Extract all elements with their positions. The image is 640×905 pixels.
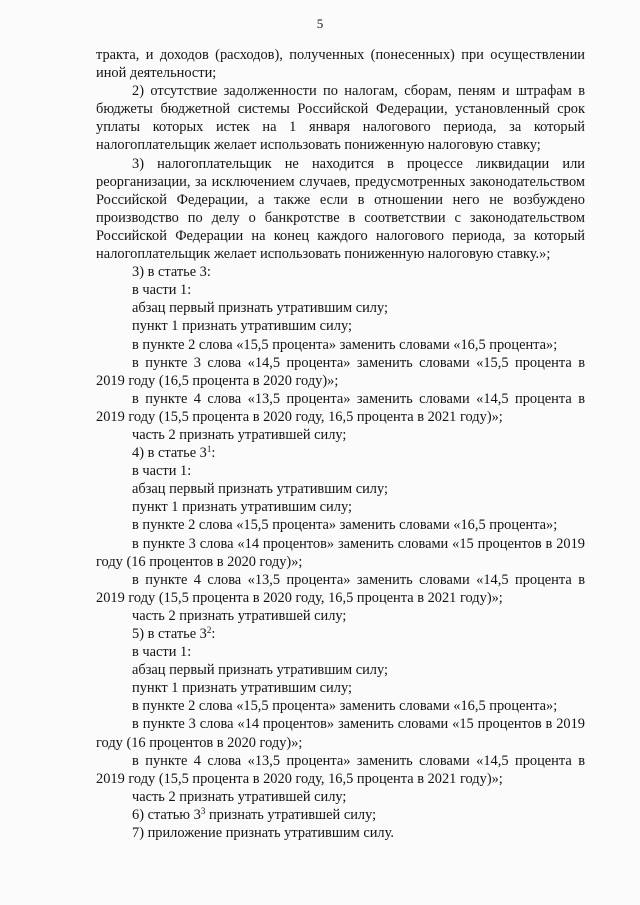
paragraph [96, 535, 585, 571]
paragraph [96, 336, 585, 354]
paragraph-text: в пункте 3 слова «14 процентов» заменить словами «15 процентов в 2019 году (16 процентов в 2020 году)»; [96, 716, 585, 751]
paragraph-text: пункт 1 признать утратившим силу; [132, 318, 352, 335]
paragraph-text: абзац первый признать утратившим силу; [132, 300, 388, 317]
paragraph [96, 299, 585, 317]
paragraph-text: абзац первый признать утратившим силу; [132, 481, 388, 498]
paragraph-text: в пункте 3 слова «14,5 процента» заменить словами «15,5 процента в 2019 году (16,5 процента в 2020 году)»; [96, 354, 585, 389]
paragraph-text: абзац первый признать утратившим силу; [132, 662, 388, 679]
paragraph-text: часть 2 признать утратившей силу; [132, 426, 347, 443]
paragraph-text: 6) статью 3 [132, 806, 201, 823]
superscript-index: 3 [200, 805, 206, 816]
paragraph [96, 516, 585, 534]
paragraph-text: пункт 1 признать утратившим силу; [132, 499, 352, 516]
paragraph-text: 5) в статье 3 [132, 626, 207, 642]
paragraph [96, 281, 585, 299]
paragraph-text: в пункте 4 слова «13,5 процента» заменить словами «14,5 процента в 2019 году (15,5 процента в 2020 году, 16,5 процента в 2021 году)»; [96, 752, 585, 787]
paragraph [96, 697, 585, 715]
paragraph-text: 2) отсутствие задолженности по налогам, сборам, пеням и штрафам в бюджеты бюджетной системы Российской Федерации, установленный срок уплаты которых истек на 1 января налогового периода, за который налогоплательщик желает использовать пониженную налоговую ставку; [96, 83, 585, 154]
paragraph [96, 480, 585, 498]
paragraph-text-tail: : [211, 445, 216, 462]
paragraph-text: в пункте 2 слова «15,5 процента» заменить словами «16,5 процента»; [132, 698, 558, 715]
paragraph [96, 390, 585, 426]
paragraph [96, 155, 585, 264]
paragraph-text: 3) в статье 3: [132, 264, 211, 281]
paragraph [96, 788, 585, 806]
superscript-index: 2 [206, 625, 212, 635]
paragraph [96, 426, 585, 444]
paragraph [96, 354, 585, 390]
paragraph [96, 498, 585, 516]
paragraph [96, 824, 585, 842]
paragraph-text-tail: признать утратившей силу; [205, 806, 377, 823]
paragraph [96, 679, 585, 697]
paragraph-text: пункт 1 признать утратившим силу; [132, 680, 352, 697]
paragraph [96, 46, 585, 82]
paragraph-text-tail: : [211, 626, 216, 642]
paragraph-text: 7) приложение признать утратившим силу. [132, 825, 394, 842]
paragraph [96, 806, 585, 824]
paragraph-text: тракта, и доходов (расходов), полученных (понесенных) при осуществлении иной деятельности; [96, 47, 585, 82]
paragraph [96, 263, 585, 281]
paragraph [96, 752, 585, 788]
paragraph-text: в пункте 2 слова «15,5 процента» заменить словами «16,5 процента»; [132, 517, 558, 534]
paragraph-text: в части 1: [132, 282, 192, 299]
paragraph-text: в части 1: [132, 644, 192, 661]
paragraph-text: в пункте 4 слова «13,5 процента» заменить словами «14,5 процента в 2019 году (15,5 процента в 2020 году, 16,5 процента в 2021 году)»; [96, 571, 585, 606]
page-number: 5 [316, 16, 324, 31]
paragraph-text: 4) в статье 3 [132, 445, 207, 462]
paragraph [96, 317, 585, 335]
paragraph-text: в части 1: [132, 463, 192, 480]
paragraph [96, 82, 585, 154]
superscript-index: 1 [206, 444, 212, 455]
paragraph [96, 462, 585, 480]
paragraph-text: 3) налогоплательщик не находится в процессе ликвидации или реорганизации, за исключением случаев, предусмотренных законодательством Российской Федерации, а также если в отношении него не возбуждено производство по делу о банкротстве в соответствии с законодательством Российской Федерации на конец каждого налогового периода, за который налогоплательщик желает использовать пониженную налоговую ставку.»; [96, 155, 585, 263]
document-body [96, 46, 585, 842]
paragraph [96, 444, 585, 462]
paragraph-text: часть 2 признать утратившей силу; [132, 607, 347, 624]
paragraph-text: в пункте 3 слова «14 процентов» заменить словами «15 процентов в 2019 году (16 процентов в 2020 году)»; [96, 535, 585, 570]
paragraph [96, 715, 585, 751]
paragraph-text: часть 2 признать утратившей силу; [132, 788, 347, 805]
paragraph [96, 571, 585, 607]
paragraph [96, 643, 585, 661]
paragraph [96, 607, 585, 625]
paragraph [96, 661, 585, 679]
paragraph-text: в пункте 4 слова «13,5 процента» заменить словами «14,5 процента в 2019 году (15,5 процента в 2020 году, 16,5 процента в 2021 году)»; [96, 390, 585, 425]
paragraph-text: в пункте 2 слова «15,5 процента» заменить словами «16,5 процента»; [132, 336, 558, 353]
paragraph [96, 625, 585, 643]
